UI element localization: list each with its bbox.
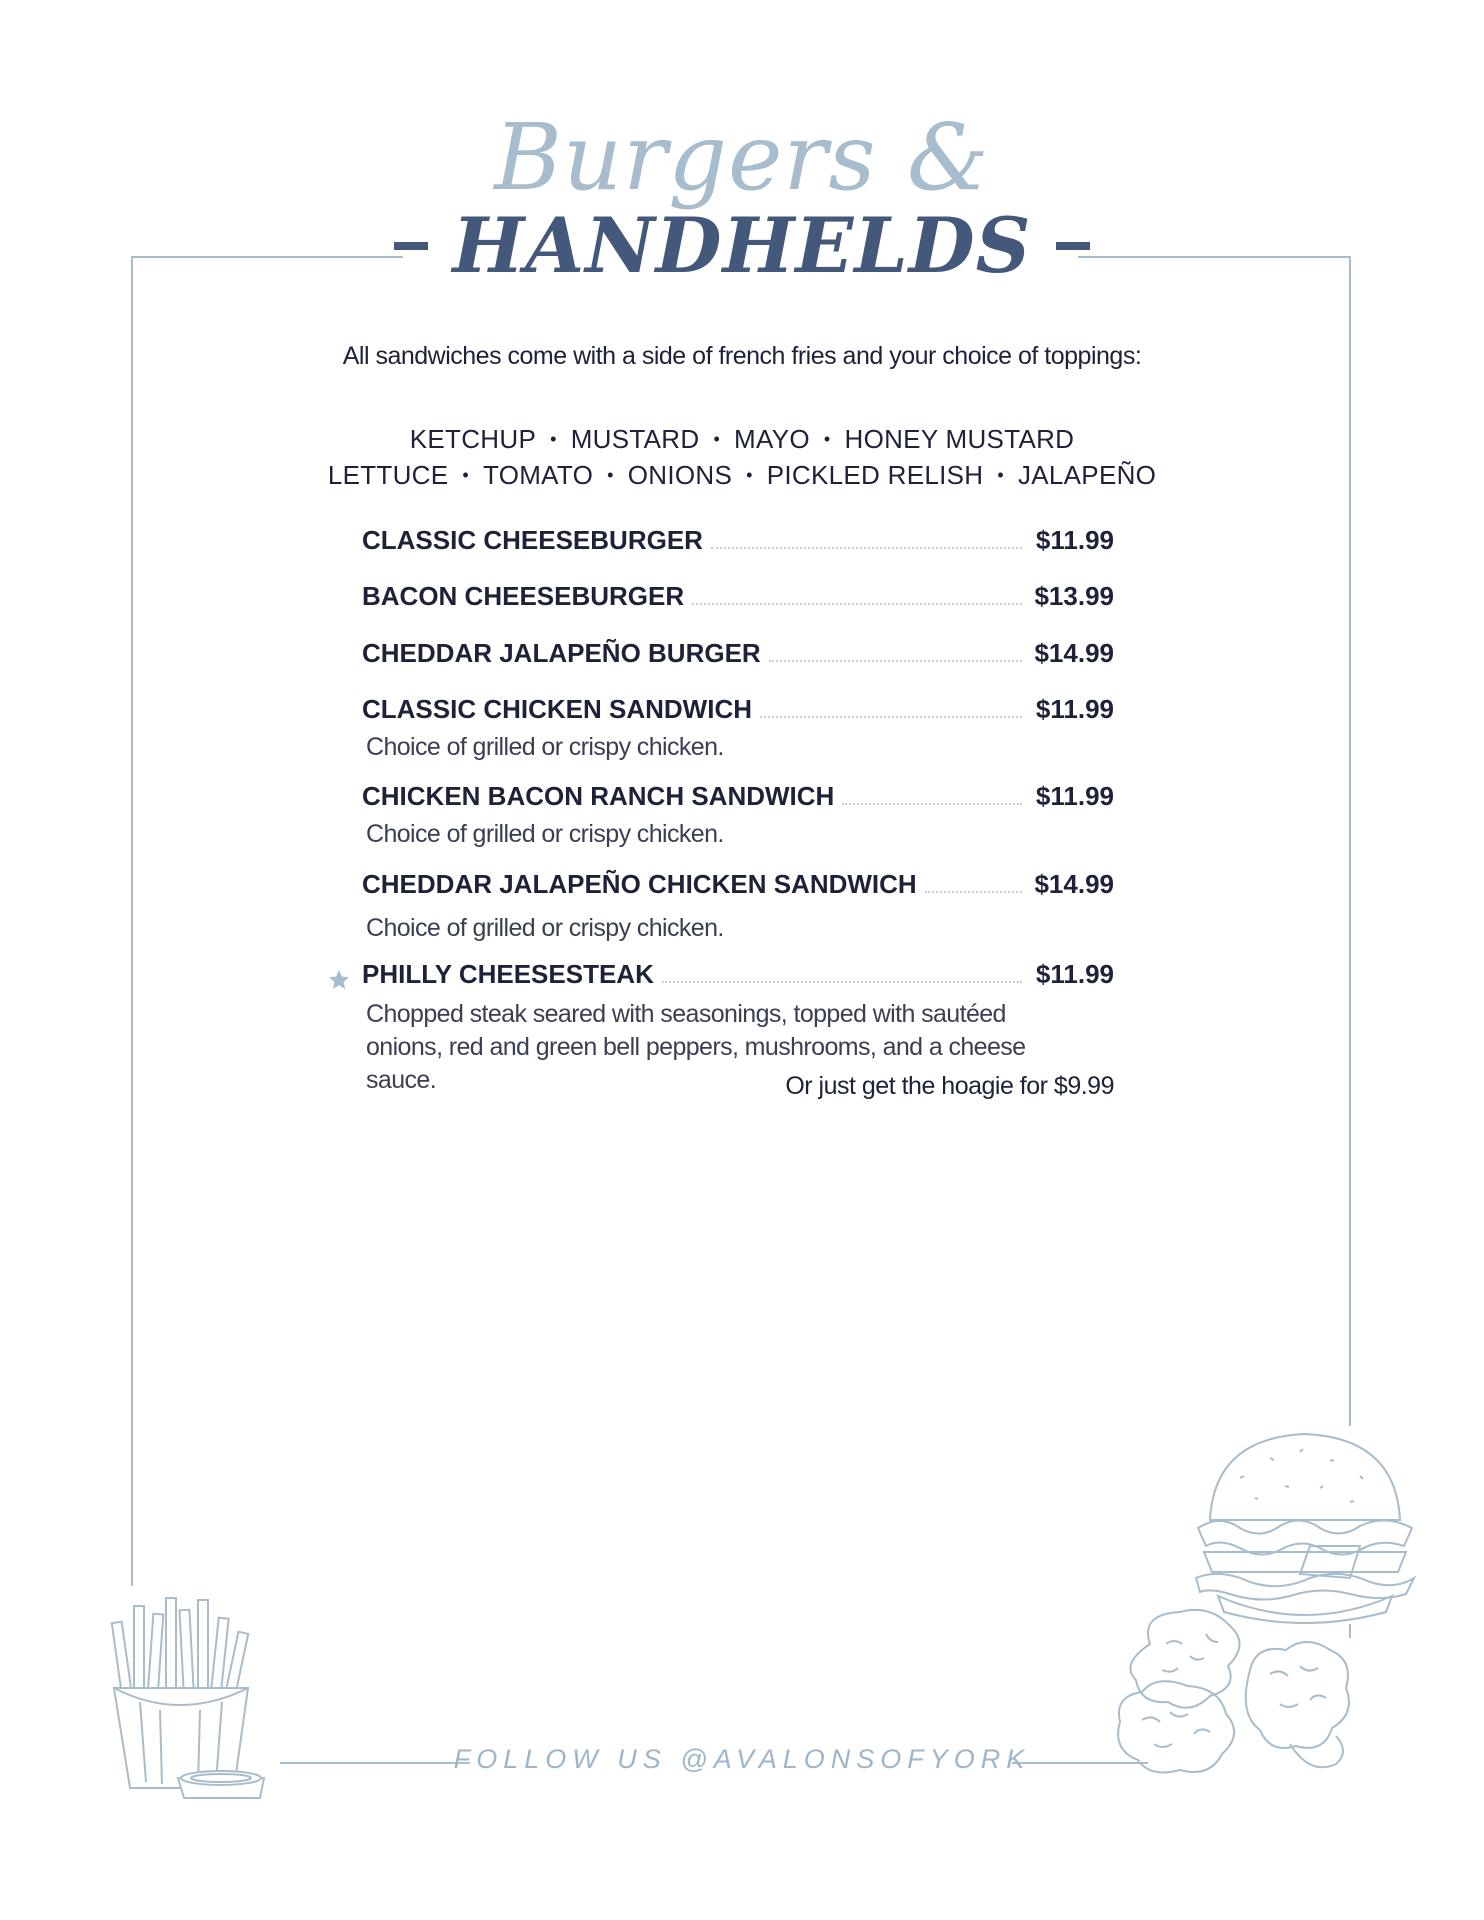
topping: ONIONS [627, 460, 733, 490]
menu-item-row [362, 868, 1114, 900]
menu-item-price: $14.99 [1034, 638, 1114, 668]
dotted-leader [692, 603, 1022, 605]
menu-item-price: $11.99 [1035, 525, 1114, 555]
menu-item [362, 868, 1114, 945]
menu-item-description: Chopped steak seared with seasonings, topped with sautéed onions, red and green bell peppers, mushrooms, and a cheese sauce. [366, 1000, 1026, 1094]
dotted-leader [662, 981, 1022, 983]
menu-item-name: CLASSIC CHEESEBURGER [362, 525, 703, 555]
topping-separator: • [607, 465, 614, 485]
menu-item-row [362, 693, 1114, 725]
dotted-leader [769, 660, 1022, 662]
menu-item-price: $11.99 [1035, 959, 1114, 989]
menu-item-name: CHICKEN BACON RANCH SANDWICH [362, 781, 835, 811]
hoagie-note: Or just get the hoagie for $9.99 [785, 1072, 1114, 1100]
menu-item-description: Choice of grilled or crispy chicken. [366, 914, 724, 942]
burger-illustration [1190, 1428, 1420, 1624]
menu-item-price: $13.99 [1034, 581, 1114, 611]
menu-item-name: BACON CHEESEBURGER [362, 581, 685, 611]
menu-item-description: Choice of grilled or crispy chicken. [366, 733, 724, 761]
menu-item-row [362, 580, 1114, 612]
menu-item-name: CHEDDAR JALAPEÑO BURGER [362, 638, 761, 668]
topping: LETTUCE [327, 460, 449, 490]
page-title [0, 201, 1484, 290]
menu-item-name: PHILLY CHEESESTEAK [362, 959, 654, 989]
topping-separator: • [823, 429, 831, 449]
follow-us-text: FOLLOW US @AVALONSOFYORK [453, 1744, 1031, 1774]
title-dash-left [394, 242, 428, 250]
menu-item-price: $14.99 [1034, 869, 1114, 899]
topping: MAYO [734, 424, 810, 454]
title-dash-right [1056, 242, 1090, 250]
menu-item-name: CLASSIC CHICKEN SANDWICH [362, 694, 752, 724]
dotted-leader [925, 891, 1022, 893]
menu-item [362, 637, 1114, 669]
menu-item-name: CHEDDAR JALAPEÑO CHICKEN SANDWICH [362, 869, 917, 899]
menu-item [362, 580, 1114, 612]
topping: MUSTARD [570, 424, 700, 454]
menu-item [362, 693, 1114, 764]
menu-item-price: $11.99 [1035, 694, 1114, 724]
toppings-line-2 [0, 460, 1484, 491]
menu-item-row [362, 524, 1114, 556]
menu-item-description: Choice of grilled or crispy chicken. [366, 820, 724, 848]
star-icon [327, 968, 351, 992]
toppings-line-1 [0, 424, 1484, 455]
title-script: Burgers & [494, 104, 990, 211]
topping: KETCHUP [409, 424, 537, 454]
menu-item-row [362, 958, 1114, 990]
topping-separator: • [997, 465, 1004, 485]
topping-separator: • [713, 429, 721, 449]
topping-separator: • [462, 465, 469, 485]
topping: HONEY MUSTARD [844, 424, 1075, 454]
menu-item-row [362, 780, 1114, 812]
topping: PICKLED RELISH [766, 460, 984, 490]
title-main-text: HANDHELDS [452, 201, 1032, 290]
intro-text: All sandwiches come with a side of french fries and your choice of toppings: [342, 342, 1142, 370]
dotted-leader [760, 716, 1022, 718]
topping: JALAPEÑO [1017, 460, 1157, 490]
menu-item-price: $11.99 [1035, 781, 1114, 811]
topping-separator: • [550, 429, 557, 449]
topping: TOMATO [482, 460, 594, 490]
menu-item [362, 780, 1114, 851]
dotted-leader [842, 803, 1022, 805]
topping-separator: • [746, 465, 753, 485]
menu-item [362, 524, 1114, 556]
frame-left [131, 256, 133, 1586]
menu-item-row [362, 637, 1114, 669]
dotted-leader [711, 547, 1022, 549]
